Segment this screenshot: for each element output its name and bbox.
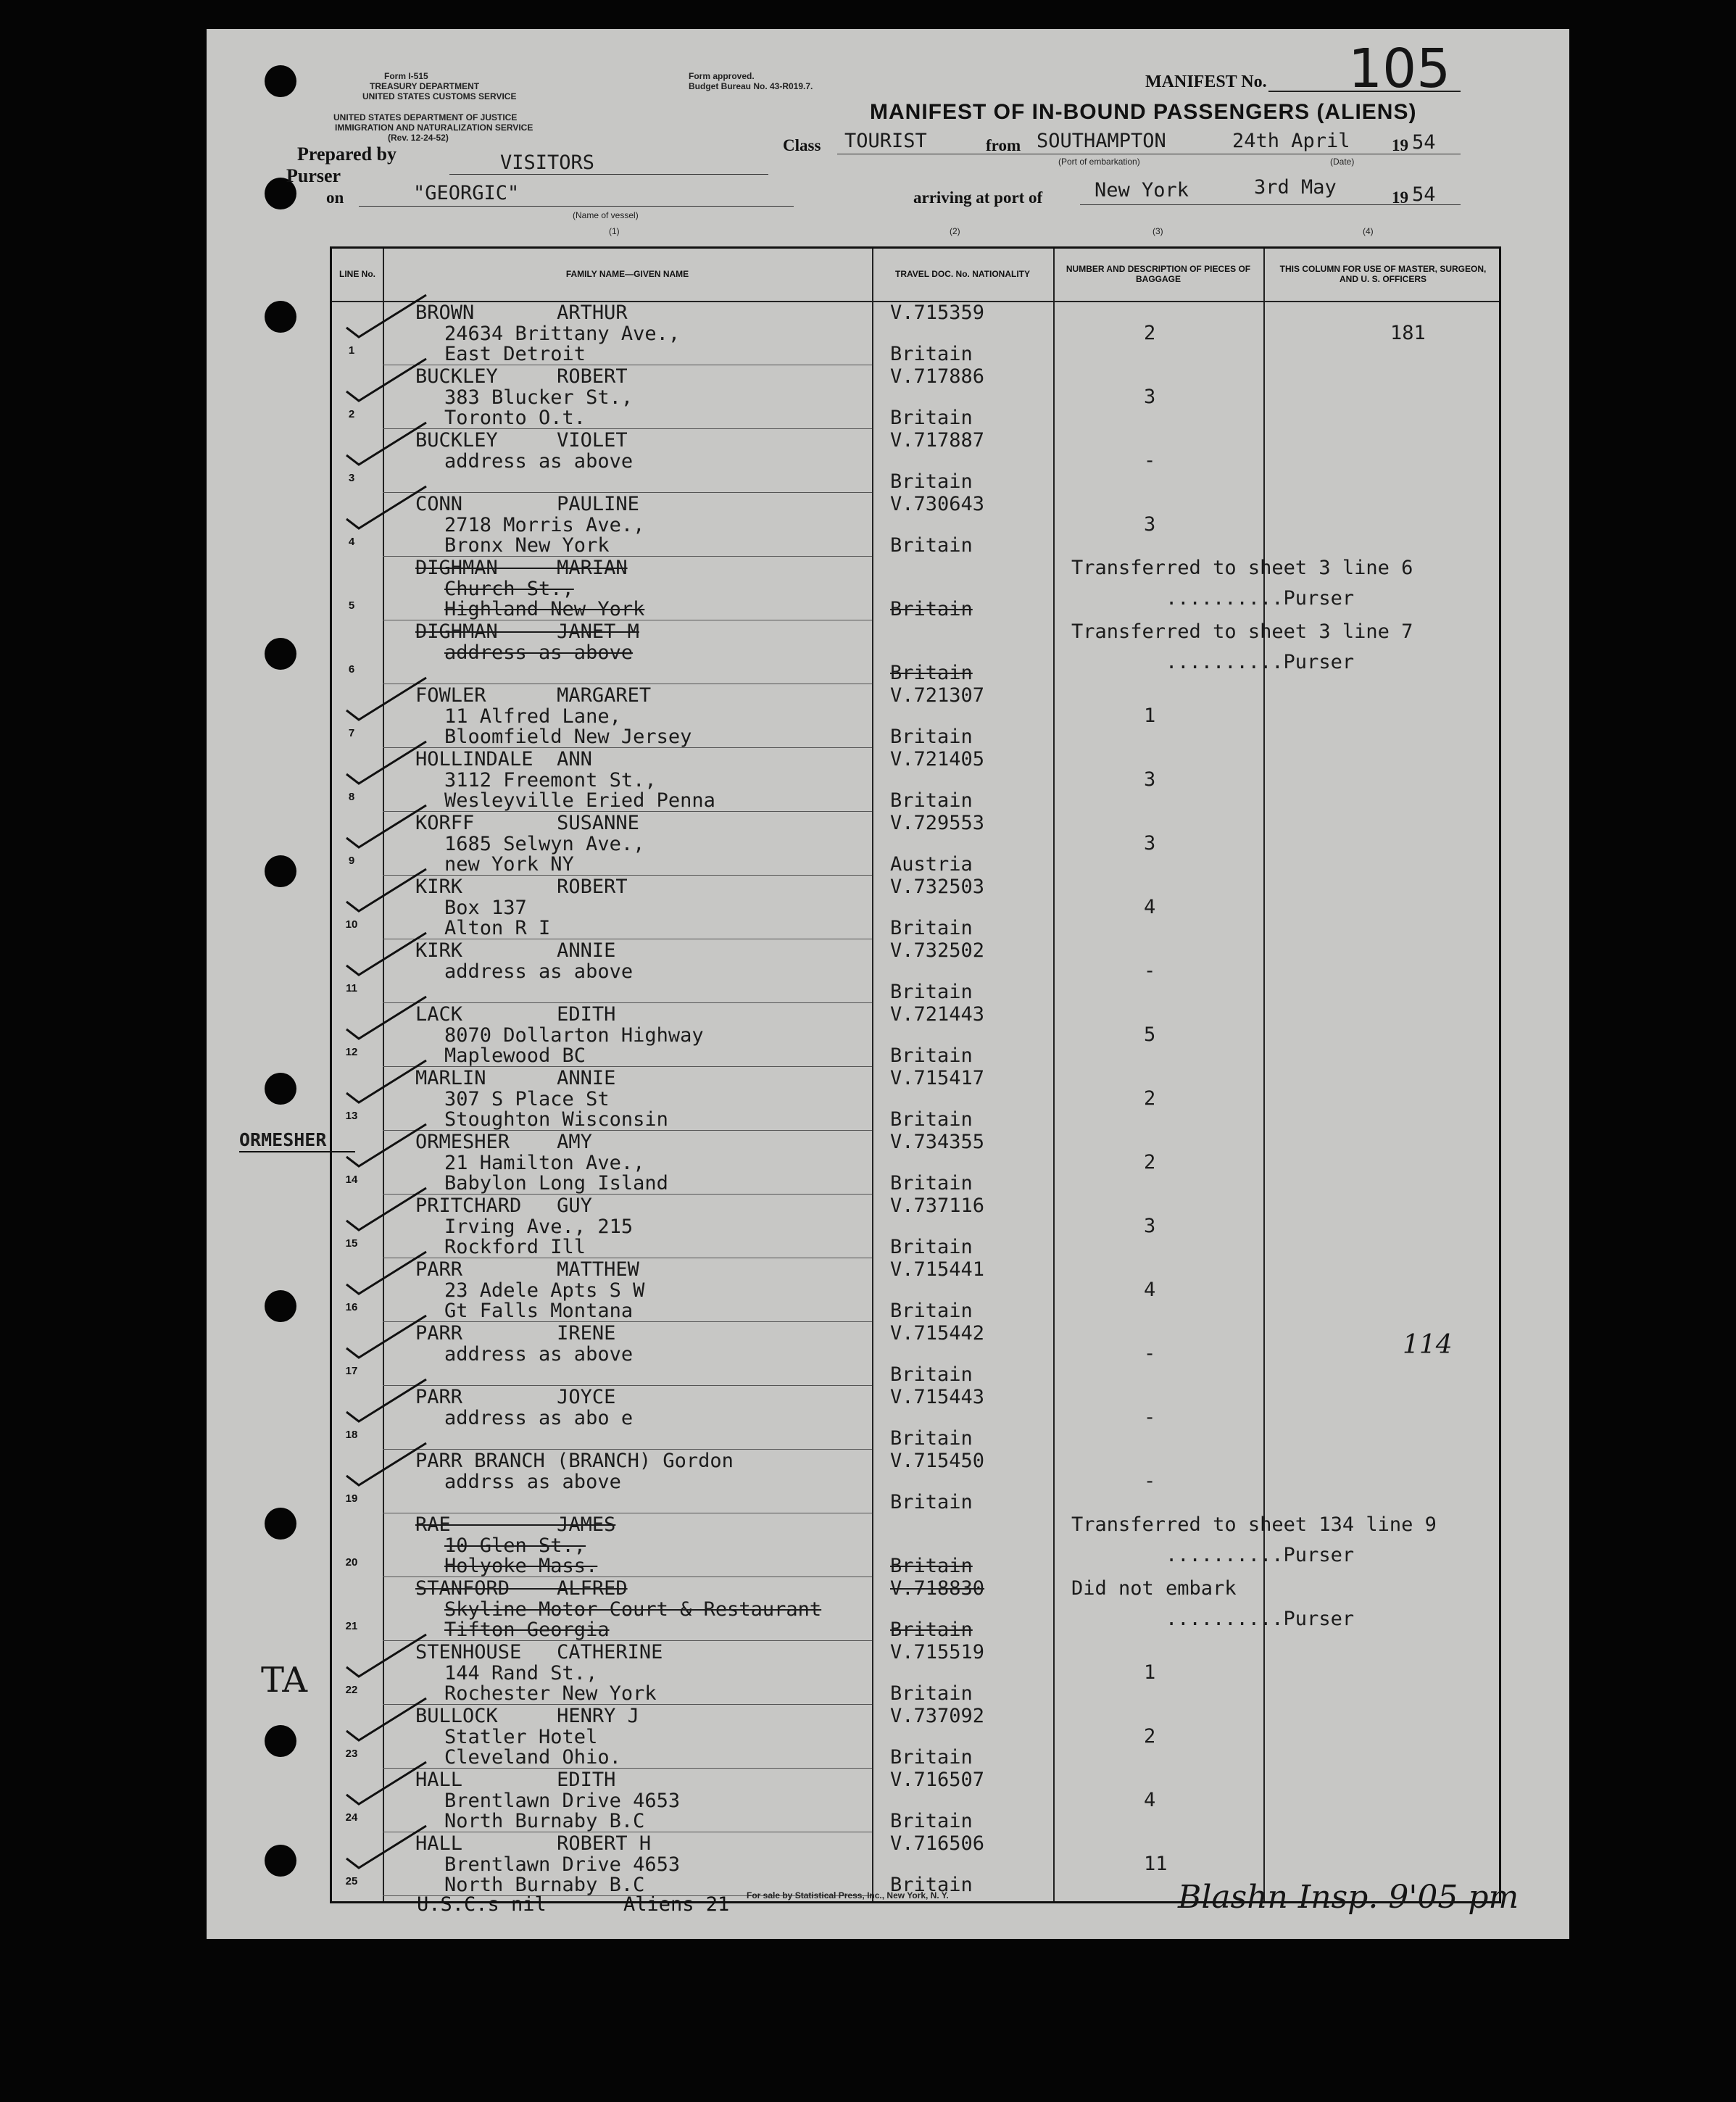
passenger-name: HALL EDITH (415, 1769, 616, 1791)
baggage-count: 2 (1144, 322, 1156, 344)
passenger-name: STENHOUSE CATHERINE (415, 1641, 663, 1663)
passenger-name: STANFORD ALFRED (415, 1577, 628, 1600)
baggage-count: 1 (1144, 1661, 1156, 1684)
row-number: 24 (345, 1811, 358, 1824)
row-number: 3 (348, 472, 355, 484)
passenger-address-line2: Cleveland Ohio. (444, 1746, 621, 1769)
nationality: Britain (890, 343, 973, 365)
checkmark-icon (343, 543, 430, 594)
embark-date: 24th April (1232, 130, 1350, 152)
passenger-address-line1: 1685 Selwyn Ave., (444, 833, 645, 855)
passenger-address-line1: 11 Alfred Lane, (444, 705, 621, 728)
transfer-note: Transferred to sheet 3 line 7 (1071, 620, 1413, 643)
travel-doc-number: V.715417 (890, 1067, 985, 1089)
travel-doc-number: V.737116 (890, 1195, 985, 1217)
customs-service: UNITED STATES CUSTOMS SERVICE (362, 91, 517, 101)
embark-year: 54 (1412, 131, 1436, 154)
passenger-address-line1: 10 Glen St., (444, 1534, 586, 1557)
form-revision: (Rev. 12-24-52) (388, 133, 449, 143)
row-number: 8 (348, 791, 355, 803)
baggage-count: - (1144, 1342, 1156, 1365)
passenger-name: BUCKLEY ROBERT (415, 365, 628, 388)
travel-doc-number: V.732503 (890, 876, 985, 898)
checkmark-icon (343, 1308, 430, 1359)
col-num-3: (3) (1153, 226, 1163, 236)
nationality: Britain (890, 470, 973, 493)
officer-note: 181 (1390, 322, 1426, 344)
checkmark-icon (343, 1181, 430, 1231)
passenger-address-line1: 2718 Morris Ave., (444, 514, 645, 536)
table-row (332, 940, 1499, 1003)
checkmark-icon (343, 670, 430, 721)
nationality: Britain (890, 662, 973, 684)
passenger-name: FOWLER MARGARET (415, 684, 652, 707)
punch-hole (265, 1508, 296, 1540)
table-row (332, 430, 1499, 493)
table-row (332, 813, 1499, 876)
row-number: 1 (348, 344, 355, 357)
passenger-address-line2: Rochester New York (444, 1682, 657, 1705)
passenger-address-line1: 21 Hamilton Ave., (444, 1152, 645, 1174)
passenger-name: KORFF SUSANNE (415, 812, 639, 834)
prepared-line (449, 174, 768, 175)
punch-hole (265, 1073, 296, 1105)
row-number: 9 (348, 855, 355, 867)
travel-doc-number: V.721443 (890, 1003, 985, 1026)
checkmark-icon (343, 989, 430, 1040)
form-number: Form I-515 (384, 71, 428, 81)
table-row (332, 685, 1499, 748)
margin-114: 114 (1403, 1330, 1453, 1360)
passenger-address-line2: Alton R I (444, 917, 551, 939)
baggage-count: 3 (1144, 1215, 1156, 1237)
travel-doc-number: V.718830 (890, 1577, 985, 1600)
header-line-no: LINE No. (339, 269, 375, 279)
transfer-note: Transferred to sheet 3 line 6 (1071, 557, 1413, 579)
punch-hole (265, 1845, 296, 1877)
row-number: 19 (345, 1492, 358, 1505)
embark-caption: (Port of embarkation) (1058, 157, 1140, 167)
passenger-address-line1: address as abo e (444, 1407, 634, 1429)
nationality: Austria (890, 853, 973, 876)
col-num-2: (2) (950, 226, 960, 236)
punch-hole (265, 65, 296, 97)
nationality: Britain (890, 789, 973, 812)
row-number: 18 (345, 1429, 358, 1441)
baggage-count: 11 (1144, 1853, 1168, 1875)
row-number: 15 (345, 1237, 358, 1250)
travel-doc-number: V.730643 (890, 493, 985, 515)
row-number: 10 (345, 918, 358, 931)
passenger-address-line1: Skyline Motor Court & Restaurant (444, 1598, 822, 1621)
nationality: Britain (890, 1682, 973, 1705)
passenger-address-line1: Brentlawn Drive 4653 (444, 1790, 681, 1812)
passenger-name: PARR BRANCH (BRANCH) Gordon (415, 1450, 734, 1472)
checkmark-icon (343, 1245, 430, 1295)
passenger-address-line1: 383 Blucker St., (444, 386, 634, 409)
arrival-port: New York (1095, 179, 1189, 202)
footer-uscs: U.S.C.s nil (417, 1893, 547, 1916)
vessel-caption: (Name of vessel) (573, 210, 639, 220)
nationality: Britain (890, 1108, 973, 1131)
baggage-count: - (1144, 449, 1156, 472)
baggage-count: 2 (1144, 1151, 1156, 1173)
travel-doc-number: V.737092 (890, 1705, 985, 1727)
arrival-date: 3rd May (1254, 176, 1337, 199)
passenger-name: DIGHMAN MARIAN (415, 557, 628, 579)
passenger-address-line1: 144 Rand St., (444, 1662, 598, 1684)
baggage-count: 4 (1144, 896, 1156, 918)
manifest-number: 105 (1348, 38, 1451, 100)
passenger-address-line1: 8070 Dollarton Highway (444, 1024, 704, 1047)
checkmark-icon (343, 1819, 430, 1869)
margin-ormesher-line (239, 1151, 355, 1152)
table-row (332, 1769, 1499, 1832)
checkmark-icon (343, 1500, 430, 1550)
baggage-count: 2 (1144, 1725, 1156, 1748)
passenger-address-line1: Brentlawn Drive 4653 (444, 1853, 681, 1876)
passenger-address-line1: 307 S Place St (444, 1088, 610, 1110)
passenger-name: KIRK ROBERT (415, 876, 628, 898)
travel-doc-number: V.715443 (890, 1386, 985, 1408)
punch-hole (265, 1290, 296, 1322)
passenger-name: HALL ROBERT H (415, 1832, 652, 1855)
row-number: 17 (345, 1365, 358, 1377)
margin-ta: TA (261, 1660, 308, 1700)
passenger-name: BULLOCK HENRY J (415, 1705, 639, 1727)
passenger-address-line2: East Detroit (444, 343, 586, 365)
footer-publisher: For sale by Statistical Press, Inc., New York, N. Y. (747, 1890, 949, 1900)
baggage-count: 3 (1144, 832, 1156, 855)
travel-doc-number: V.734355 (890, 1131, 985, 1153)
manifest-label: MANIFEST No. (1145, 72, 1267, 91)
travel-doc-number: V.717887 (890, 429, 985, 452)
checkmark-icon (343, 1563, 430, 1614)
nationality: Britain (890, 1874, 973, 1896)
checkmark-icon (343, 862, 430, 913)
baggage-count: 4 (1144, 1789, 1156, 1811)
form-approved: Form approved. (689, 71, 755, 81)
passenger-name: ORMESHER AMY (415, 1131, 592, 1153)
nationality: Britain (890, 1172, 973, 1195)
passenger-name: BROWN ARTHUR (415, 302, 628, 324)
checkmark-icon (343, 1436, 430, 1487)
punch-hole (265, 638, 296, 670)
passenger-address-line1: 23 Adele Apts S W (444, 1279, 645, 1302)
row-number: 5 (348, 599, 355, 612)
baggage-count: 3 (1144, 386, 1156, 408)
baggage-count: 5 (1144, 1023, 1156, 1046)
passenger-address-line1: Church St., (444, 578, 574, 600)
col-num-4: (4) (1363, 226, 1374, 236)
nationality: Britain (890, 1363, 973, 1386)
checkmark-icon (343, 734, 430, 785)
from-label: from (986, 136, 1021, 154)
baggage-count: - (1144, 960, 1156, 982)
checkmark-icon (343, 479, 430, 530)
treasury-dept: TREASURY DEPARTMENT (370, 81, 480, 91)
baggage-count: - (1144, 1470, 1156, 1492)
row-number: 4 (348, 536, 355, 548)
table-row (332, 302, 1499, 365)
purser-label: Purser (286, 165, 341, 186)
checkmark-icon (343, 1053, 430, 1104)
baggage-count: 1 (1144, 705, 1156, 727)
passenger-name: LACK EDITH (415, 1003, 616, 1026)
nationality: Britain (890, 917, 973, 939)
nationality: Britain (890, 1044, 973, 1067)
passenger-name: BUCKLEY VIOLET (415, 429, 628, 452)
nationality: Britain (890, 534, 973, 557)
class-value: TOURIST (844, 130, 927, 152)
row-number: 25 (345, 1875, 358, 1887)
baggage-count: 2 (1144, 1087, 1156, 1110)
prepared-by-value: VISITORS (500, 151, 595, 174)
purser-signature (1118, 575, 1146, 607)
table-row (332, 1450, 1499, 1513)
passenger-address-line2: Babylon Long Island (444, 1172, 668, 1195)
table-row (332, 1259, 1499, 1322)
row-number: 13 (345, 1110, 358, 1122)
travel-doc-number: V.715450 (890, 1450, 985, 1472)
checkmark-icon (343, 1691, 430, 1742)
purser-signature-line: ..........Purser (1166, 1608, 1355, 1630)
year-prefix: 19 (1392, 136, 1408, 154)
from-value: SOUTHAMPTON (1037, 130, 1166, 152)
nationality: Britain (890, 1427, 973, 1450)
checkmark-icon (343, 415, 430, 466)
passenger-name: DIGHMAN JANET M (415, 620, 639, 643)
passenger-address-line2: North Burnaby B.C (444, 1810, 645, 1832)
travel-doc-number: V.716506 (890, 1832, 985, 1855)
passenger-name: RAE JAMES (415, 1513, 616, 1536)
prepared-by-label: Prepared by (297, 144, 396, 165)
row-number: 20 (345, 1556, 358, 1569)
passenger-address-line2: Bloomfield New Jersey (444, 726, 692, 748)
passenger-address-line1: Statler Hotel (444, 1726, 598, 1748)
date-caption: (Date) (1330, 157, 1355, 167)
table-row (332, 366, 1499, 429)
nationality: Britain (890, 1555, 973, 1577)
nationality: Britain (890, 726, 973, 748)
passenger-address-line2: Rockford Ill (444, 1236, 586, 1258)
ins-service: IMMIGRATION AND NATURALIZATION SERVICE (335, 122, 533, 133)
nationality: Britain (890, 1236, 973, 1258)
checkmark-icon (343, 1627, 430, 1678)
passenger-address-line1: address as above (444, 1343, 634, 1366)
table-row (332, 1004, 1499, 1067)
passenger-name: PRITCHARD GUY (415, 1195, 592, 1217)
checkmark-icon (343, 1755, 430, 1806)
passenger-name: CONN PAULINE (415, 493, 639, 515)
passenger-address-line1: addrss as above (444, 1471, 621, 1493)
header-name: FAMILY NAME—GIVEN NAME (565, 269, 689, 279)
nationality: Britain (890, 407, 973, 429)
checkmark-icon (343, 352, 430, 402)
passenger-address-line1: address as above (444, 450, 634, 473)
checkmark-icon (343, 607, 430, 657)
arriving-label: arriving at port of (913, 188, 1043, 207)
passenger-address-line1: 24634 Brittany Ave., (444, 323, 681, 345)
table-row (332, 557, 1499, 620)
manifest-number-line (1268, 91, 1461, 92)
baggage-count: - (1144, 1406, 1156, 1429)
checkmark-icon (343, 1372, 430, 1423)
travel-doc-number: V.715441 (890, 1258, 985, 1281)
baggage-count: 4 (1144, 1279, 1156, 1301)
baggage-count: 3 (1144, 768, 1156, 791)
passenger-name: PARR JOYCE (415, 1386, 616, 1408)
passenger-address-line2: new York NY (444, 853, 574, 876)
header-officers: THIS COLUMN FOR USE OF MASTER, SURGEON, AND U. S. OFFICERS (1279, 264, 1487, 284)
nationality: Britain (890, 1810, 973, 1832)
table-row (332, 1195, 1499, 1258)
passenger-address-line2: Holyoke Mass. (444, 1555, 598, 1577)
row-number: 7 (348, 727, 355, 739)
arrival-line (1080, 204, 1461, 205)
table-row (332, 1578, 1499, 1641)
checkmark-icon (343, 288, 430, 338)
travel-doc-number: V.732502 (890, 939, 985, 962)
table-row (332, 1068, 1499, 1131)
table-row (332, 1642, 1499, 1705)
punch-hole (265, 855, 296, 887)
passenger-name: HOLLINDALE ANN (415, 748, 592, 770)
passenger-address-line1: address as above (444, 641, 634, 664)
row-number: 12 (345, 1046, 358, 1058)
travel-doc-number: V.716507 (890, 1769, 985, 1791)
transfer-note: Did not embark (1071, 1577, 1237, 1600)
table-row (332, 1323, 1499, 1386)
purser-signature (1118, 639, 1146, 670)
travel-doc-number: V.721405 (890, 748, 985, 770)
row-number: 22 (345, 1684, 358, 1696)
baggage-count: 3 (1144, 513, 1156, 536)
passenger-address-line1: Irving Ave., 215 (444, 1216, 634, 1238)
nationality: Britain (890, 1300, 973, 1322)
table-row (332, 749, 1499, 812)
table-row (332, 1706, 1499, 1769)
travel-doc-number: V.721307 (890, 684, 985, 707)
margin-ormesher: ORMESHER (239, 1129, 327, 1150)
passenger-address-line1: address as above (444, 960, 634, 983)
on-label: on (326, 188, 344, 207)
passenger-address-line2: Toronto O.t. (444, 407, 586, 429)
passenger-address-line2: Bronx New York (444, 534, 610, 557)
table-row (332, 621, 1499, 684)
table-row (332, 1131, 1499, 1195)
travel-doc-number: V.715442 (890, 1322, 985, 1345)
nationality: Britain (890, 1746, 973, 1769)
inspector-signature: Blashn Insp. 9'05 pm (1178, 1879, 1519, 1916)
passenger-address-line1: 3112 Freemont St., (444, 769, 657, 792)
purser-signature-line: ..........Purser (1166, 1544, 1355, 1566)
purser-signature (1118, 1595, 1146, 1627)
row-number: 14 (345, 1173, 358, 1186)
nationality: Britain (890, 1491, 973, 1513)
travel-doc-number: V.715519 (890, 1641, 985, 1663)
passenger-address-line2: Wesleyville Eried Penna (444, 789, 715, 812)
row-number: 23 (345, 1748, 358, 1760)
passenger-name: MARLIN ANNIE (415, 1067, 616, 1089)
table-row (332, 1514, 1499, 1577)
passenger-name: PARR IRENE (415, 1322, 616, 1345)
punch-hole (265, 301, 296, 333)
row-number: 6 (348, 663, 355, 676)
checkmark-icon (343, 798, 430, 849)
col-num-1: (1) (609, 226, 620, 236)
header-baggage: NUMBER AND DESCRIPTION OF PIECES OF BAGGAGE (1066, 264, 1251, 284)
checkmark-icon (343, 1117, 430, 1168)
travel-doc-number: V.715359 (890, 302, 985, 324)
punch-hole (265, 1725, 296, 1757)
passenger-name: KIRK ANNIE (415, 939, 616, 962)
row-number: 21 (345, 1620, 358, 1632)
class-label: Class (783, 136, 821, 154)
nationality: Britain (890, 1619, 973, 1641)
passenger-table (330, 246, 1501, 1903)
passenger-address-line2: Gt Falls Montana (444, 1300, 634, 1322)
row-number: 11 (346, 982, 357, 994)
purser-signature-line: ..........Purser (1166, 587, 1355, 610)
passenger-address-line2: Stoughton Wisconsin (444, 1108, 668, 1131)
passenger-address-line1: Box 137 (444, 897, 527, 919)
purser-signature (1118, 1532, 1146, 1563)
nationality: Britain (890, 981, 973, 1003)
row-number: 2 (348, 408, 355, 420)
justice-dept: UNITED STATES DEPARTMENT OF JUSTICE (333, 112, 518, 122)
budget-bureau: Budget Bureau No. 43-R019.7. (689, 81, 813, 91)
purser-signature-line: ..........Purser (1166, 651, 1355, 673)
passenger-name: PARR MATTHEW (415, 1258, 639, 1281)
arrival-year-prefix: 19 (1392, 188, 1408, 207)
table-row (332, 876, 1499, 939)
passenger-address-line2: Maplewood BC (444, 1044, 586, 1067)
transfer-note: Transferred to sheet 134 line 9 (1071, 1513, 1437, 1536)
travel-doc-number: V.717886 (890, 365, 985, 388)
travel-doc-number: V.729553 (890, 812, 985, 834)
table-row (332, 1387, 1499, 1450)
passenger-address-line2: Highland New York (444, 598, 645, 620)
nationality: Britain (890, 598, 973, 620)
checkmark-icon (343, 926, 430, 976)
header-travel: TRAVEL DOC. No. NATIONALITY (895, 269, 1030, 279)
table-row (332, 494, 1499, 557)
vessel-name: "GEORGIC" (413, 182, 520, 204)
manifest-title: MANIFEST OF IN-BOUND PASSENGERS (ALIENS) (870, 100, 1417, 124)
row-number: 16 (345, 1301, 358, 1313)
arrival-year: 54 (1412, 183, 1436, 206)
passenger-address-line2: Tifton Georgia (444, 1619, 610, 1641)
vessel-line (359, 206, 794, 207)
footer-aliens: Aliens 21 (623, 1893, 730, 1916)
passenger-address-line2: North Burnaby B.C (444, 1874, 645, 1896)
